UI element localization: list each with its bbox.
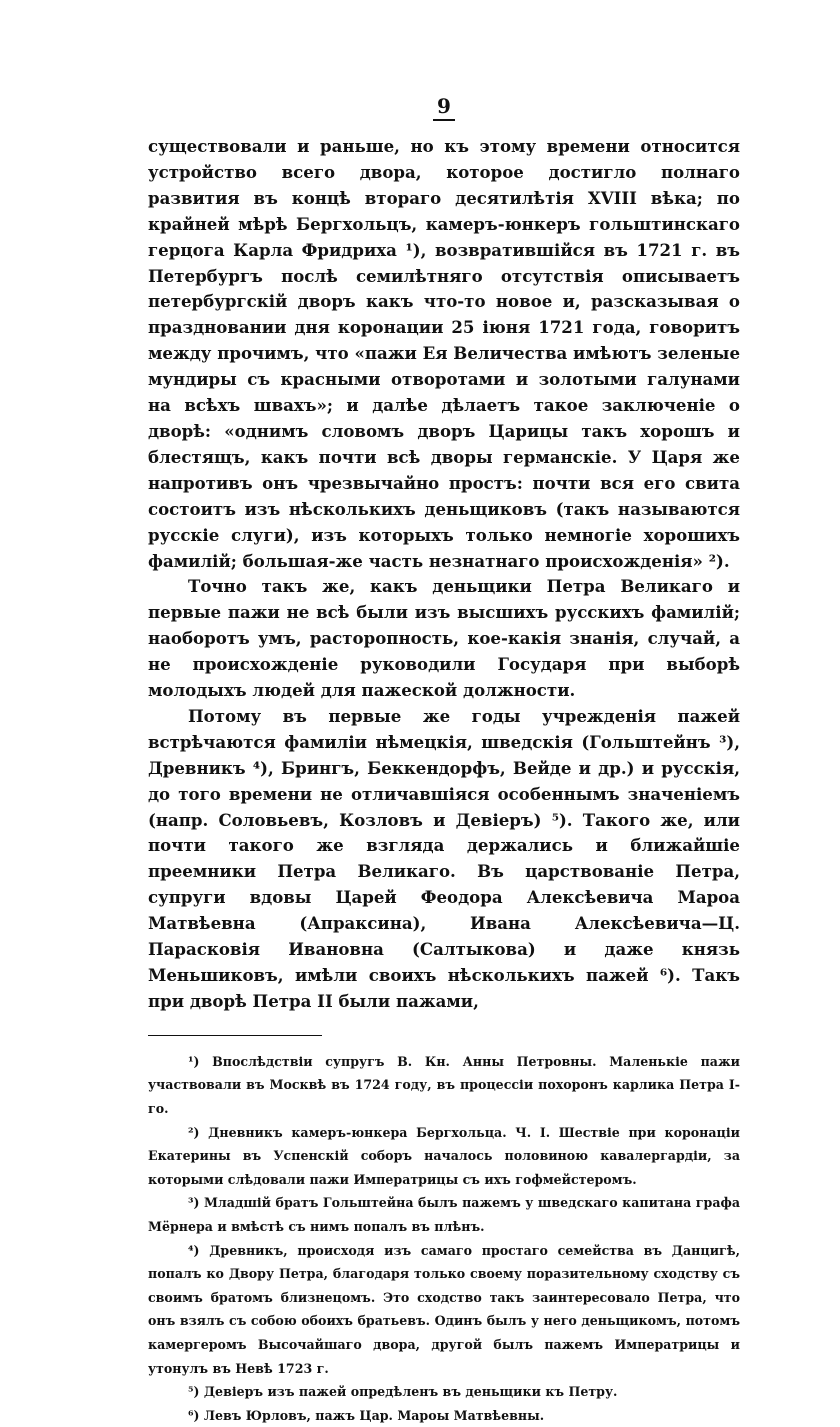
- paragraph-1: существовали и раньше, но къ этому времени относится устройство всего двора, которое достигло полнаго развития въ концѣ втораго десятилѣтія XVIII вѣка; по крайней мѣрѣ Бергхольцъ, камеръ-юнкеръ гольштинскаго герцога Карла Фридриха ¹), возвратившійся въ 1721 г. въ Петербургъ послѣ семилѣтняго отсутствія описываетъ петербургскій дворъ какъ что-то новое и, разсказывая о праздновании дня коронации 25 іюня 1721 года, говоритъ между прочимъ, что «пажи Ея Величества имѣютъ зеленые мундиры съ красными отворотами и золотыми галунами на всѣхъ швахъ»; и далѣе дѣлаетъ такое заключеніе о дворѣ: «однимъ словомъ дворъ Царицы такъ хорошъ и блестящъ, какъ почти всѣ дворы германскіе. У Царя же напротивъ онъ чрезвычайно простъ: почти вся его свита состоитъ изъ нѣсколькихъ деньщиковъ (такъ называются русскіе слуги), изъ которыхъ только немногіе хорошихъ фамилій; большая-же часть незнатнаго происхожденія» ²).: [148, 136, 740, 571]
- footnotes: [148, 1050, 740, 1427]
- footnote-5: ⁵) Девіеръ изъ пажей опредѣленъ въ деньщики къ Петру.: [188, 1384, 618, 1400]
- footnote-divider: [148, 1035, 322, 1036]
- paragraph-3: Потому въ первые же годы учрежденія пажей встрѣчаются фамиліи нѣмецкія, шведскія (Гольштейнъ ³), Древникъ ⁴), Брингъ, Беккендорфъ, Вейде и др.) и русскія, до того времени не отличавшіяся особеннымъ значеніемъ (напр. Соловьевъ, Козловъ и Девіеръ) ⁵). Такого же, или почти такого же взгляда держались и ближайшіе преемники Петра Великаго. Въ царствованіе Петра, супруги вдовы Царей Феодора Алексѣевича Мароа Матвѣевна (Апраксина), Ивана Алексѣевича—Ц. Парасковія Ивановна (Салтыкова) и даже князь Меньшиковъ, имѣли своихъ нѣсколькихъ пажей ⁶). Такъ при дворѣ Петра II были пажами,: [148, 705, 740, 1011]
- main-text: [148, 134, 740, 1015]
- paragraph-2: Точно такъ же, какъ деньщики Петра Великаго и первые пажи не всѣ были изъ высшихъ русскихъ фамилій; наоборотъ умъ, расторопность, кое-какія знанія, случай, а не происхожденіе руководили Государя при выборѣ молодыхъ людей для пажеской должности.: [148, 576, 740, 701]
- page-number-text: 9: [433, 94, 455, 121]
- footnote-1: ¹) Впослѣдствіи супругъ В. Кн. Анны Петровны. Маленькіе пажи участвовали въ Москвѣ въ 1724 году, въ процессіи похоронъ карлика Петра І-го.: [148, 1053, 740, 1116]
- footnote-3: ³) Младшій братъ Гольштейна былъ пажемъ у шведскаго капитана графа Мёрнера и вмѣстѣ съ нимъ попалъ въ плѣнъ.: [148, 1195, 740, 1234]
- footnote-2: ²) Дневникъ камеръ-юнкера Бергхольца. Ч. I. Шествіе при коронаціи Екатерины въ Успенскій соборъ началось половиною кавалергардіи, за которыми слѣдовали пажи Императрицы съ ихъ гофмейстеромъ.: [148, 1124, 740, 1187]
- footnote-6: ⁶) Левъ Юрловъ, пажъ Цар. Мароы Матвѣевны.: [188, 1407, 545, 1423]
- book-page: [148, 92, 740, 1427]
- page-number: [148, 92, 740, 120]
- footnote-4: ⁴) Древникъ, происходя изъ самаго простаго семейства въ Данцигѣ, попалъ ко Двору Петра, благодаря только своему поразительному сходству съ своимъ братомъ близнецомъ. Это сходство такъ заинтересовало Петра, что онъ взялъ съ собою обоихъ братьевъ. Одинъ былъ у него деньщикомъ, потомъ камергеромъ Высочайшаго двора, другой былъ пажемъ Императрицы и утонулъ въ Невѣ 1723 г.: [148, 1242, 740, 1376]
